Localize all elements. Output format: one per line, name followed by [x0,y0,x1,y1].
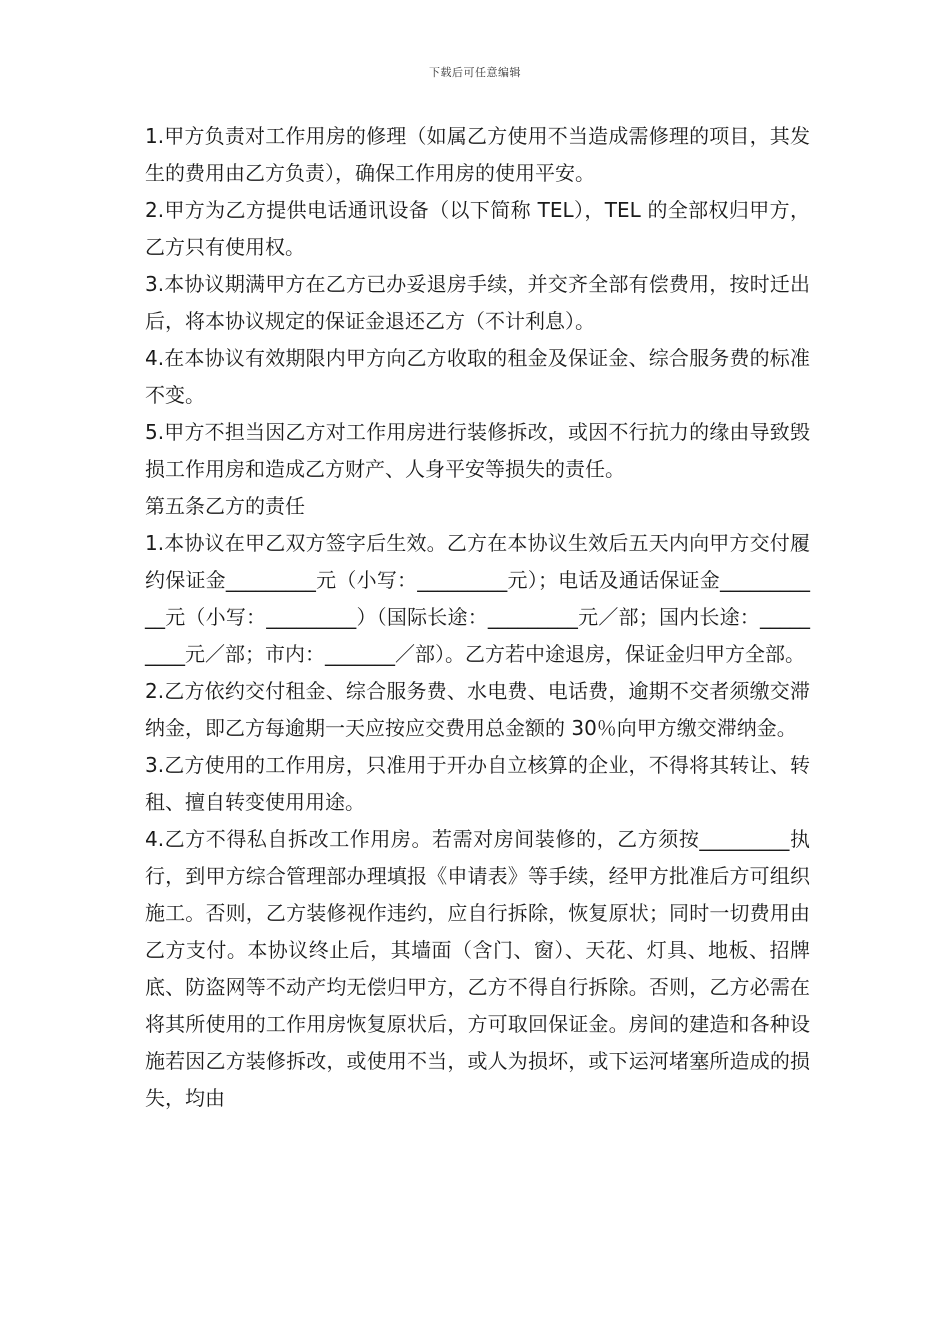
paragraph-tenant-renovation: 4.乙方不得私自拆改工作用房。若需对房间装修的，乙方须按_________执行，到甲方综合管理部办理填报《申请表》等手续，经甲方批准后方可组织施工。否则，乙方装修视作违约，应自行拆除，恢复原状；同时一切费用由乙方支付。本协议终止后，其墙面（含门、窗）、天花、灯具、地板、招牌底、防盗网等不动产均无偿归甲方，乙方不得自行拆除。否则，乙方必需在将其所使用的工作用房恢复原状后，方可取回保证金。房间的建造和各种设施若因乙方装修拆改，或使用不当，或人为损坏，或下运河堵塞所造成的损失，均由 [145,827,810,1110]
paragraph-tenant-usage: 3.乙方使用的工作用房，只准用于开办自立核算的企业，不得将其转让、转租、擅自转变使用用途。 [145,753,810,814]
page-header: 下载后可任意编辑 [429,66,521,79]
section-heading-tenant-duties: 第五条乙方的责任 [145,494,305,518]
document-body [145,118,810,1117]
paragraph-landlord-repair: 1.甲方负责对工作用房的修理（如属乙方使用不当造成需修理的项目，其发生的费用由乙方负责），确保工作用房的使用平安。 [145,124,810,185]
paragraph-landlord-tel: 2.甲方为乙方提供电话通讯设备（以下简称 TEL），TEL 的全部权归甲方，乙方只有使用权。 [145,198,810,259]
paragraph-landlord-deposit-refund: 3.本协议期满甲方在乙方已办妥退房手续，并交齐全部有偿费用，按时迁出后，将本协议规定的保证金退还乙方（不计利息）。 [145,272,810,333]
paragraph-landlord-liability-exemption: 5.甲方不担当因乙方对工作用房进行装修拆改，或因不行抗力的缘由导致毁损工作用房和造成乙方财产、人身平安等损失的责任。 [145,420,810,481]
paragraph-landlord-fee-standard: 4.在本协议有效期限内甲方向乙方收取的租金及保证金、综合服务费的标准不变。 [145,346,810,407]
paragraph-tenant-late-fee: 2.乙方依约交付租金、综合服务费、水电费、电话费，逾期不交者须缴交滞纳金，即乙方每逾期一天应按应交费用总金额的 30％向甲方缴交滞纳金。 [145,679,810,740]
paragraph-tenant-deposit: 1.本协议在甲乙双方签字后生效。乙方在本协议生效后五天内向甲方交付履约保证金_________元（小写：_________元）；电话及通话保证金___________元（小写：_________）（国际长途：_________元／部；国内长途：_________元／部；市内：_______／部）。乙方若中途退房，保证金归甲方全部。 [145,531,810,666]
